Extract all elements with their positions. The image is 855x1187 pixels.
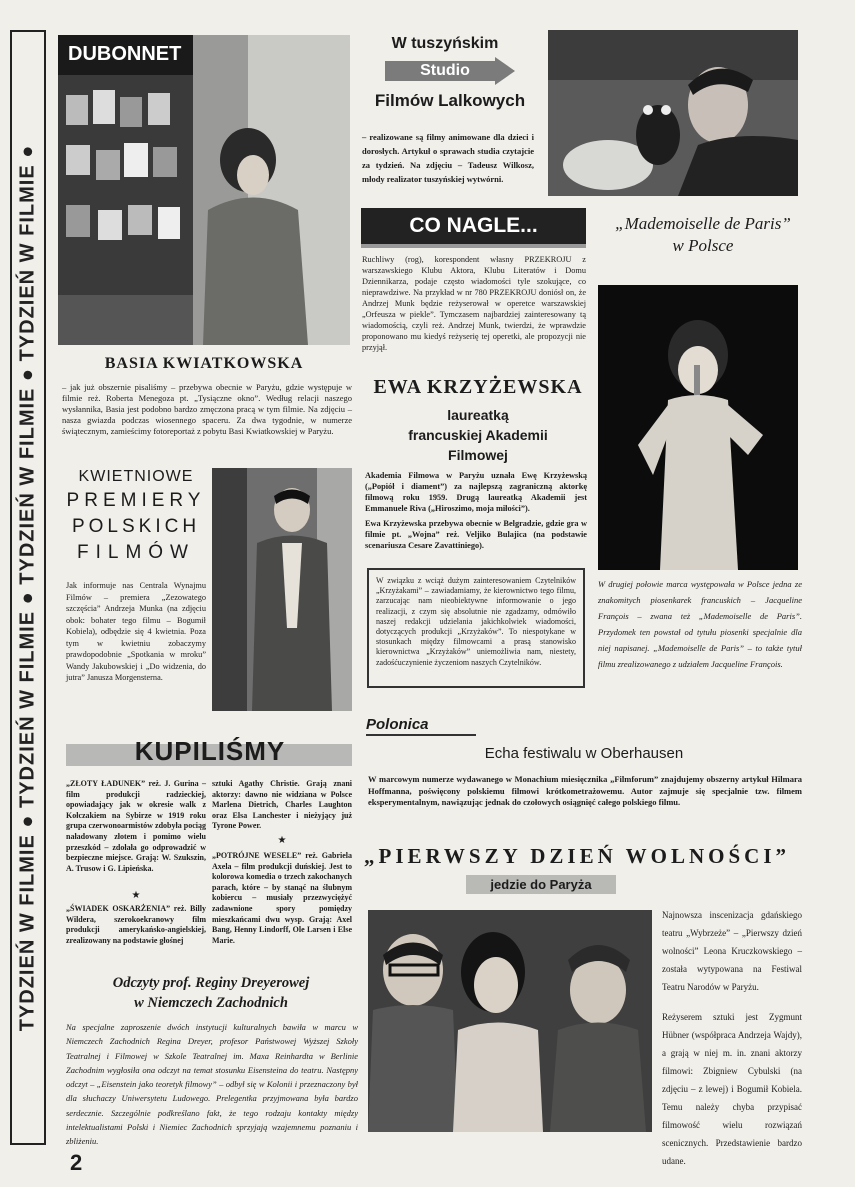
side-banner	[10, 30, 46, 1145]
polonica-label: Polonica	[366, 716, 429, 733]
star-divider-2: ★	[131, 890, 141, 901]
mademoiselle-headline	[596, 214, 810, 256]
studio-line1: W tuszyńskim	[391, 35, 499, 52]
ewa-text1: Akademia Filmowa w Paryżu uznała Ewę Krzyżewską („Popiół i diament”) za najlepszą zagraniczną aktorkę filmową roku 1959. Drugą laureatką Akademii jest Emmanuele Riva („Hiroszimo, moja miłości”).	[365, 471, 587, 513]
co-nagle-text: Ruchliwy (rog), korespondent własny PRZEKROJU z warszawskiego Klubu Aktora, Klubu Literatów i Domu Dziennikarza, podaje często wiadomości tyle szokujące, co nieprawdziwe. Na przykład w nr 780 PRZEKROJU doniósł on, że Andrzej Munk będzie reżyserował w operetce warszawskiej „Orfeusza w piekle”. Tymczasem najbardziej zainteresowany tą wiadomością, czyli reż. Andrzej Munk, twierdzi, że wprawdzie proponowano mu kiedyś reżyserię tej operetki, ale propozycji nie przyjął.	[362, 255, 586, 352]
pierwszy-title: „PIERWSZY DZIEŃ WOLNOŚCI”	[364, 844, 791, 868]
photo-bogumil-kobiela	[212, 468, 352, 711]
ewa-sub2: francuskiej Akademii	[408, 427, 548, 443]
mademoiselle-caption: W drugiej połowie marca występowała w Polsce jedna ze znakomitych piosenkarek francuskich – Jacqueline François – zwana też „Mademoiselle de Paris”. Przydomek ten powstał od tytułu piosenki specjalnie dla niej napisanej. „Mademoiselle de Paris” – to także tytuł filmu zrealizowanego z udziałem Jacqueline François.	[598, 579, 802, 669]
kwietniowe-text: Jak informuje nas Centrala Wynajmu Filmów – premiera „Zezowatego szczęścia” Andrzeja Munka (na zdjęciu obok: bohater tego filmu – Bogumił Kobiela), odbędzie się 4 kwietnia. Poza tym w kwietniu zobaczymy prawdopodobnie „Spotkania w mroku” Wandy Jakubowskiej i „Do widzenia, do jutra” Janusza Morgensterna.	[66, 581, 206, 682]
kwietniowe-line4: FILMÓW	[77, 542, 195, 563]
photo-jacqueline-francois	[598, 285, 798, 570]
ewa-sub3: Filmowej	[448, 447, 508, 463]
photo-puppet-studio	[548, 30, 798, 196]
kwietniowe-line1: KWIETNIOWE	[78, 468, 194, 485]
polonica-title: Echa festiwalu w Oberhausen	[484, 745, 684, 762]
kupilismy-col2a: sztuki Agathy Christie. Grają znani aktorzy: dawno nie widziana w Polsce Marlena Dietrich, Charles Laughton oraz Elsa Lanchester i nieżyjący już Tyrone Power.	[212, 779, 352, 831]
kupilismy-col1b: „ŚWIADEK OSKARŻENIA” reż. Billy Wildera, szerokoekranowy film produkcji amerykańsko-angielskiej, zrealizowany na podstawie głośnej	[66, 904, 206, 945]
kwietniowe-headline	[66, 468, 206, 564]
pierwszy-text2: Reżyserem sztuki jest Zygmunt Hübner (współpraca Andrzeja Wajdy), a grają w niej m. in. znani aktorzy filmowi: Zbigniew Cybulski (na zdjęciu – z lewej) i Bogumił Kobiela. Temu należy chyba przypisać filmowość wielu rozwiązań scenicznych. Przedstawienie bardzo udane.	[662, 1012, 802, 1166]
basia-text: – jak już obszernie pisaliśmy – przebywa obecnie w Paryżu, gdzie występuje w filmie reż. Roberta Menegoza pt. „Tysiączne okno”. Według relacji naszego wysłannika, Basia jest podobno bardzo zmęczona pracą w tym filmie. Na zdjęciu – nasza gwiazda podczas wiosennego spaceru. Za dwa tygodnie, w numerze świątecznym, zamieścimy fotoreportaż z pobytu Basi Kwiatkowskiej w Paryżu.	[62, 382, 352, 436]
photo-pierwszy-dzien	[368, 910, 652, 1132]
kupilismy-title: KUPILIŚMY	[134, 736, 286, 766]
mademoiselle-title2: w Polsce	[672, 236, 734, 255]
studio-headline	[360, 35, 540, 111]
ewa-subtitle	[358, 405, 598, 465]
pierwszy-text1: Najnowsza inscenizacja gdańskiego teatru „Wybrzeże” – „Pierwszy dzień wolności” Leona Kruczkowskiego – została wytypowana na Festiwal Teatru Narodów w Paryżu.	[662, 910, 802, 992]
krzyzacy-notice-box	[367, 568, 585, 688]
co-nagle-banner	[361, 208, 586, 248]
mademoiselle-title1: „Mademoiselle de Paris”	[615, 214, 791, 233]
basia-title: BASIA KWIATKOWSKA	[104, 355, 304, 372]
studio-arrow	[385, 57, 515, 85]
page-number: 2	[70, 1150, 83, 1175]
kupilismy-col2b: „POTRÓJNE WESELE” reż. Gabriela Axela – film produkcji duńskiej. Jest to kolorowa komedia o trzech zakochanych parach, które – by stanąć na ślubnym kobiercu – musiały przezwyciężyć zadawnione spory pomiędzy mieszkańcami dwu wysp. Grają: Axel Bang, Henny Lindorff, Ole Larsen i Else Marie.	[212, 851, 352, 945]
photo-basia-kwiatkowska	[58, 35, 350, 345]
odczyty-headline	[66, 975, 356, 1012]
kwietniowe-line3: POLSKICH	[71, 516, 201, 537]
polonica-rule	[366, 734, 476, 736]
pierwszy-subtitle: jedzie do Paryża	[466, 875, 616, 894]
co-nagle-title: CO NAGLE...	[409, 214, 538, 237]
polonica-text: W marcowym numerze wydawanego w Monachium miesięcznika „Filmforum” znajdujemy obszerny artykuł Hilmara Hoffmanna, poświęcony polskiemu filmowi krótkometrażowemu. Autor zajmuje się specjalnie tzw. filmem eksperymentalnym, nawiązując jednak do czołowych osiągnięć całego polskiego filmu.	[368, 774, 802, 807]
ewa-text2: Ewa Krzyżewska przebywa obecnie w Belgradzie, gdzie gra w filmie pt. „Wojna” reż. Veljiko Bulajica (na podstawie scenariusza Cesare Zavattiniego).	[365, 519, 587, 550]
shop-sign: DUBONNET	[68, 43, 182, 65]
studio-line2: Studio	[420, 62, 470, 79]
odczyty-title1: Odczyty prof. Reginy Dreyerowej	[112, 975, 310, 991]
star-divider-1: ★	[277, 835, 287, 846]
odczyty-text: Na specjalne zaproszenie dwóch instytucji kulturalnych bawiła w marcu w Niemczech Zachodnich Regina Dreyer, profesor Państwowej Wyższej Szkoły Teatralnej i Filmowej w Szkole Teatralnej im. Maxa Reinhardta w Berlinie Zachodnim wygłosiła ona odczyt na temat stosunku Eisensteina do teatru. Następny odczyt – „Eisenstein jako teoretyk filmowy” – odbył się w Kolonii i przeznaczony był dla słuchaczy Uniwersytetu Ludowego. Prelegentka przyjmowana była bardzo serdecznie. Szczególnie podkreślano fakt, że tego rodzaju kontakty między intelektualistami Polski i Niemiec Zachodnich sprzyjają wzajemnemu poznaniu i zbliżeniu.	[66, 1022, 358, 1147]
ewa-sub1: laureatką	[447, 407, 509, 423]
odczyty-title2: w Niemczech Zachodnich	[134, 995, 288, 1011]
side-banner-text: TYDZIEŃ W FILMIE ● TYDZIEŃ W FILMIE ● TYDZIEŃ W FILMIE ● TYDZIEŃ W FILMIE ●	[16, 144, 39, 1031]
krzyzacy-notice-text: W związku z wciąż dużym zainteresowaniem Czytelników „Krzyżakami” – zawiadamiamy, że kierownictwo tego filmu, zarzucając nam nieobiektywne informowanie o jego realizacji, z czym się absolutnie nie zgadzamy, odmówiło naszej redakcji udzielania jakichkolwiek wiadomości, dotyczących produkcji „Krzyżaków”. To niespotykane w stosunkach między filmowcami a prasą stanowisko kierownictwa „Krzyżaków” uniemożliwia nam, niestety, zadośćuczynienie życzeniom naszych Czytelników.	[376, 576, 576, 667]
studio-line3: Filmów Lalkowych	[374, 91, 526, 110]
kupilismy-col1a: „ZŁOTY ŁADUNEK” reż. J. Gurina – film produkcji radzieckiej, opowiadający jak w okresie walk z Kołczakiem na Sybirze w 1919 roku grupa czerwonoarmistów zdobyła pociąg naładowany złotem i pomimo wielu przeszkód – zdołała go odprowadzić w bezpieczne miejsce. Grają: W. Szukszin, A. Trusow i G. Lipieńska.	[66, 779, 206, 873]
studio-caption: – realizowane są filmy animowane dla dzieci i dorosłych. Artykuł o sprawach studia czytajcie za tydzień. Na zdjęciu – Tadeusz Wilkosz, młody realizator tuszyńskiej wytwórni.	[362, 132, 534, 184]
kwietniowe-line2: PREMIERY	[66, 490, 206, 511]
ewa-title: EWA KRZYŻEWSKA	[373, 376, 583, 398]
